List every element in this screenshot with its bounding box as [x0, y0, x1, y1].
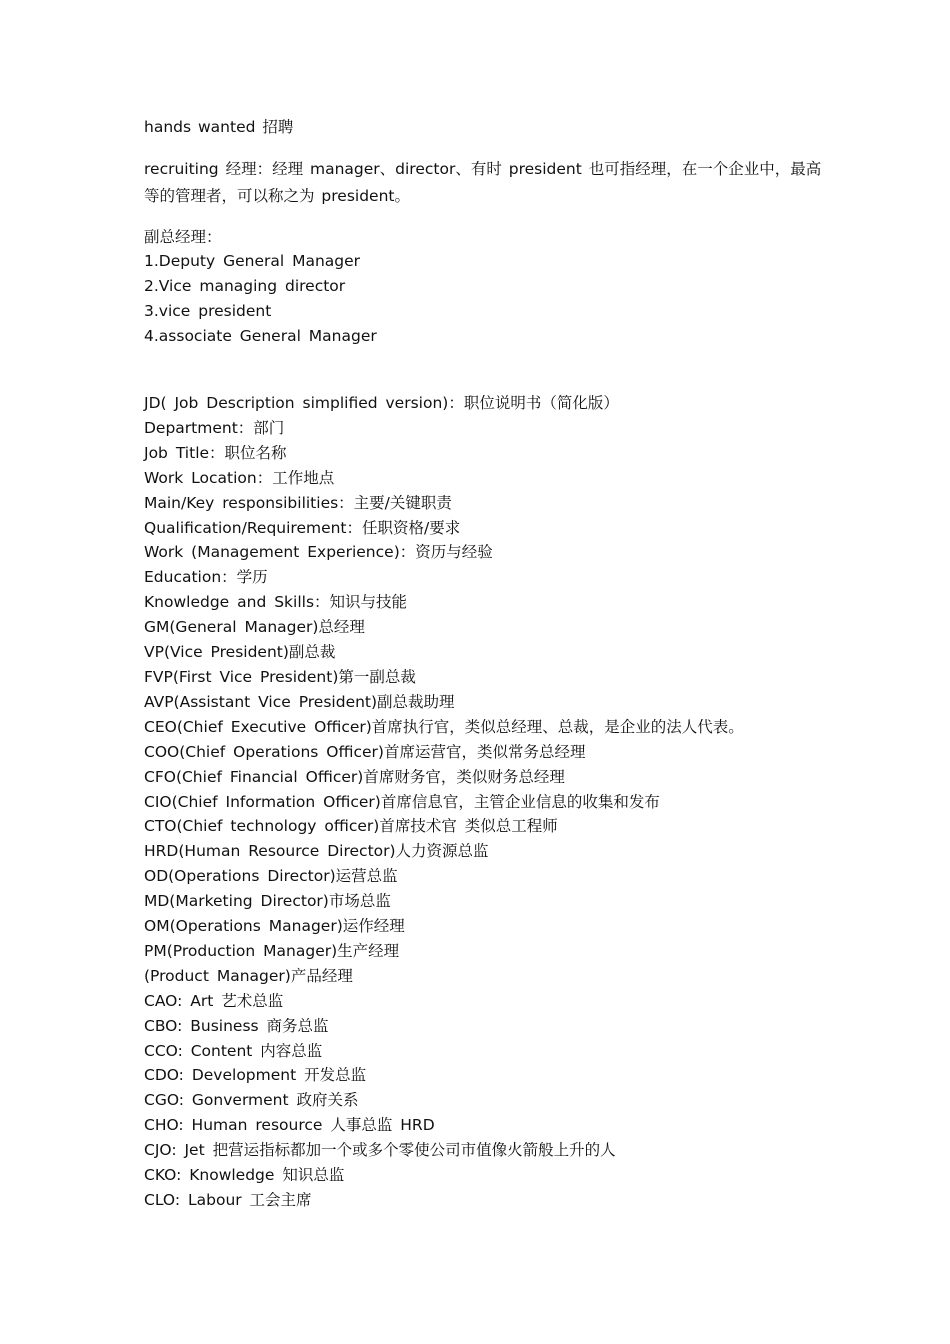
list-item: CJO: Jet 把营运指标都加一个或多个零使公司市值像火箭般上升的人	[144, 1141, 616, 1160]
list-item: VP(Vice President)副总裁	[144, 643, 336, 662]
list-item: Job Title：职位名称	[144, 443, 287, 462]
recruiting-paragraph: recruiting 经理：经理 manager、director、有时 president 也可指经理，在一个企业中，最高等的管理者，可以称之为 president。	[144, 160, 822, 205]
list-item: Work (Management Experience)：资历与经验	[144, 543, 493, 562]
list-item: Education：学历	[144, 568, 268, 587]
list-item: Knowledge and Skills：知识与技能	[144, 593, 408, 612]
list-item: AVP(Assistant Vice President)副总裁助理	[144, 692, 455, 711]
list-item: OD(Operations Director)运营总监	[144, 867, 398, 886]
list-item: CTO(Chief technology officer)首席技术官 类似总工程师	[144, 817, 558, 836]
list-item: CIO(Chief Information Officer)首席信息官，主管企业信息的收集和发布	[144, 792, 660, 811]
list-item: CHO: Human resource 人事总监 HRD	[144, 1116, 435, 1135]
list-item: Department：部门	[144, 418, 285, 437]
list-item: COO(Chief Operations Officer)首席运营官，类似常务总经理	[144, 742, 586, 761]
deputy-manager-list	[144, 249, 824, 349]
heading-hands-wanted: hands wanted 招聘	[144, 118, 294, 136]
list-item: Work Location：工作地点	[144, 468, 335, 487]
list-item: CLO: Labour 工会主席	[144, 1191, 312, 1209]
list-item: JD( Job Description simplified version)：职位说明书（简化版）	[144, 394, 619, 412]
list-item: CFO(Chief Financial Officer)首席财务官，类似财务总经理	[144, 767, 565, 786]
list-item: CBO: Business 商务总监	[144, 1016, 329, 1035]
list-item: 1.Deputy General Manager	[144, 252, 361, 270]
list-item: CEO(Chief Executive Officer)首席执行官，类似总经理、总裁，是企业的法人代表。	[144, 717, 744, 736]
list-item: CCO: Content 内容总监	[144, 1041, 323, 1060]
list-item: GM(General Manager)总经理	[144, 618, 365, 637]
document-body	[144, 114, 824, 1213]
list-item: Qualification/Requirement：任职资格/要求	[144, 518, 461, 537]
list-item: FVP(First Vice President)第一副总裁	[144, 667, 416, 686]
list-item: Main/Key responsibilities：主要/关键职责	[144, 493, 452, 512]
list-item: CKO: Knowledge 知识总监	[144, 1166, 345, 1185]
deputy-manager-heading: 副总经理：	[144, 228, 222, 246]
list-item: 3.vice president	[144, 302, 272, 320]
list-item: 4.associate General Manager	[144, 327, 377, 345]
job-description-list	[144, 391, 824, 1213]
list-item: OM(Operations Manager)运作经理	[144, 917, 405, 936]
list-item: 2.Vice managing director	[144, 277, 346, 295]
list-item: PM(Production Manager)生产经理	[144, 941, 400, 960]
list-item: CAO: Art 艺术总监	[144, 991, 284, 1010]
list-item: CDO: Development 开发总监	[144, 1066, 367, 1085]
list-item: MD(Marketing Director)市场总监	[144, 892, 391, 911]
list-item: HRD(Human Resource Director)人力资源总监	[144, 842, 489, 861]
list-item: CGO: Gonverment 政府关系	[144, 1091, 359, 1110]
list-item: (Product Manager)产品经理	[144, 966, 353, 985]
